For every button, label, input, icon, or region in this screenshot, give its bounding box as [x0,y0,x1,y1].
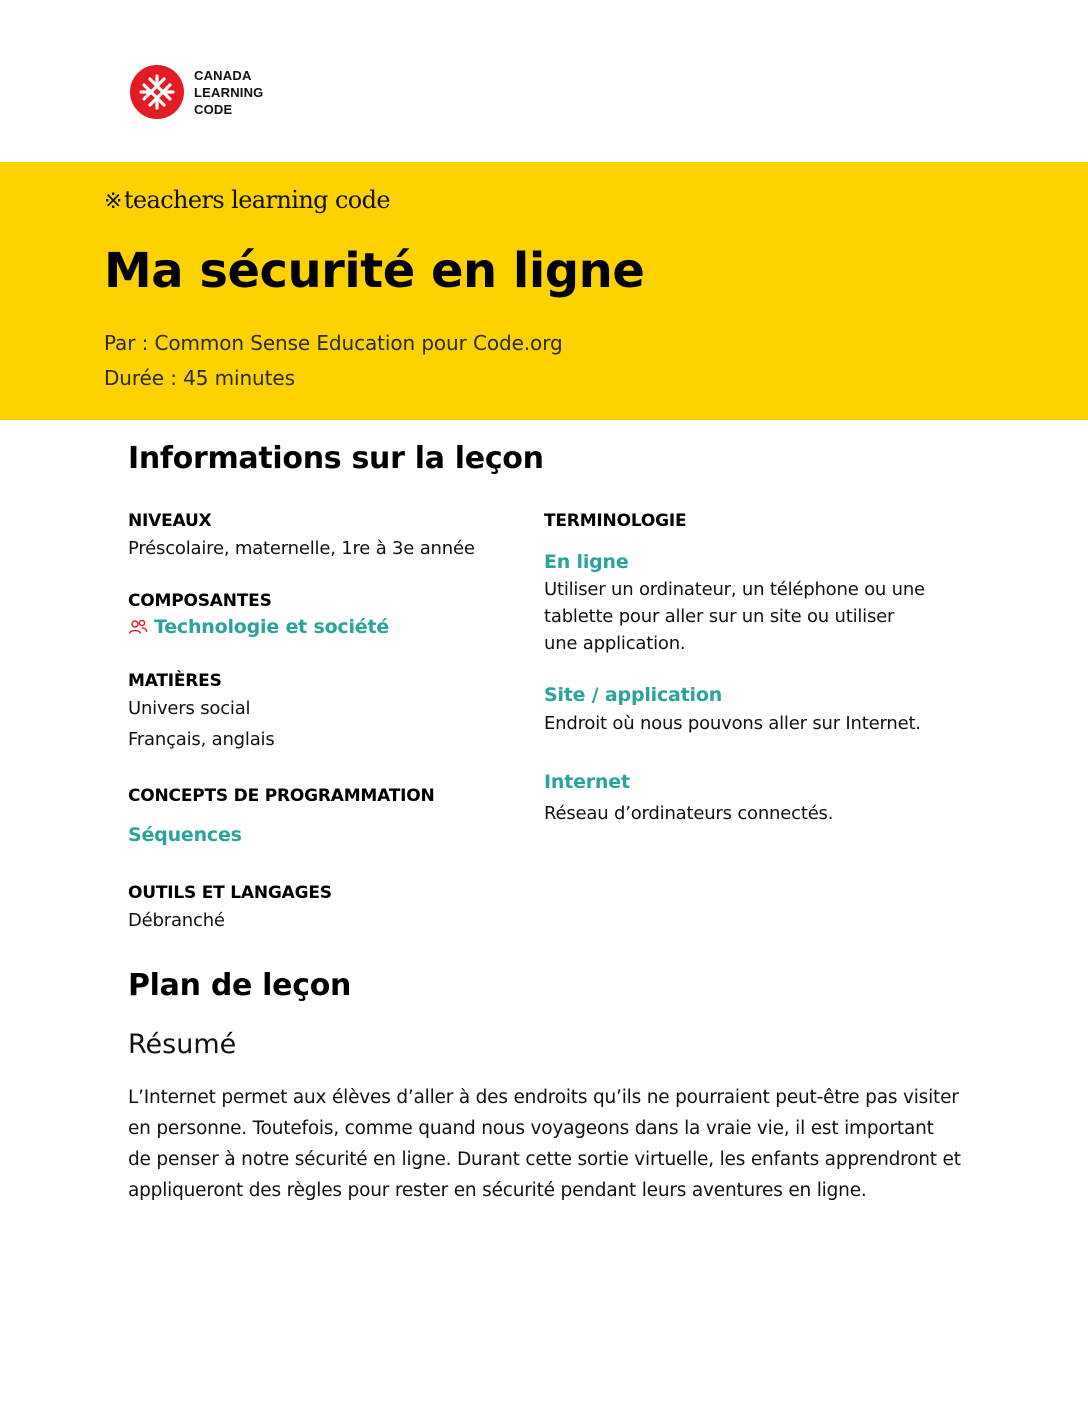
lesson-plan-heading: Plan de leçon [128,968,352,1003]
subjects-label: MATIÈRES [128,671,222,691]
tools-label: OUTILS ET LANGAGES [128,883,332,903]
tools-value: Débranché [128,910,225,931]
term-definition: tablette pour aller sur un site ou utiliser [544,606,895,627]
term-title: Site / application [544,684,723,706]
brand-text: teachers learning code [123,186,391,214]
lesson-info-heading: Informations sur la leçon [128,441,544,476]
summary-heading: Résumé [128,1029,237,1060]
summary-line: L’Internet permet aux élèves d’aller à des endroits qu’ils ne pourraient peut-être pas visiter [128,1087,959,1108]
concepts-label: CONCEPTS DE PROGRAMMATION [128,786,435,806]
term-definition: Utiliser un ordinateur, un téléphone ou une [544,579,925,600]
logo-wordmark [194,67,264,118]
people-icon [128,619,148,635]
components-value[interactable]: Technologie et société [154,616,390,638]
summary-line: en personne. Toutefois, comme quand nous voyageons dans la vraie vie, il est important [128,1118,934,1139]
summary-line: appliqueront des règles pour rester en sécurité pendant leurs aventures en ligne. [128,1180,867,1201]
logo-line: LEARNING [194,84,264,100]
subject-item: Univers social [128,698,251,719]
subject-item: Français, anglais [128,729,275,750]
logo-line: CANADA [194,67,252,83]
page-title: Ma sécurité en ligne [104,243,645,299]
canada-learning-code-logo [130,65,264,119]
term-title: En ligne [544,551,629,573]
term-definition: Endroit où nous pouvons aller sur Internet. [544,713,921,734]
logo-line: CODE [194,101,233,117]
asterisk-mark-icon: ※ [104,189,122,214]
concepts-value[interactable]: Séquences [128,824,242,846]
term-title: Internet [544,771,630,793]
duration-line: Durée : 45 minutes [104,366,295,390]
components-label: COMPOSANTES [128,591,272,611]
components-value-row [128,616,389,638]
levels-label: NIVEAUX [128,511,212,531]
levels-value: Préscolaire, maternelle, 1re à 3e année [128,538,475,559]
term-definition: Réseau d’ordinateurs connectés. [544,803,834,824]
summary-paragraph [128,1082,968,1206]
terminology-label: TERMINOLOGIE [544,511,687,531]
summary-line: de penser à notre sécurité en ligne. Durant cette sortie virtuelle, les enfants apprendront et [128,1149,961,1170]
teachers-learning-code-brand [104,186,390,214]
author-line: Par : Common Sense Education pour Code.org [104,331,563,355]
term-definition: une application. [544,633,686,654]
canada-learning-code-logo-icon [130,65,184,119]
